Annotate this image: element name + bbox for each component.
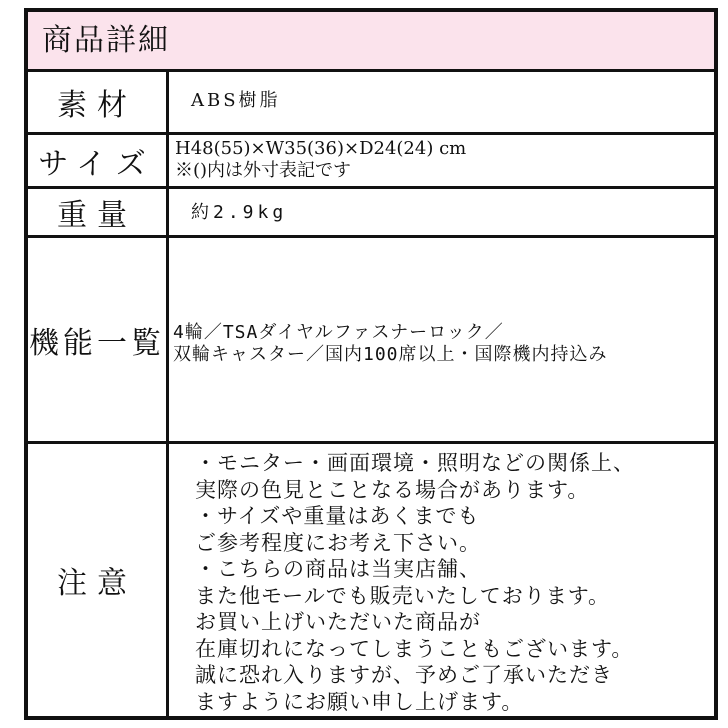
features-row — [28, 238, 714, 444]
material-value-cell — [169, 72, 714, 132]
size-note: ※()内は外寸表記です — [175, 160, 352, 181]
size-value-cell — [169, 135, 714, 186]
material-label: 素材 — [28, 72, 169, 132]
weight-row — [28, 189, 714, 238]
features-line: 双輪キャスター／国内100席以上・国際機内持込み — [173, 344, 608, 365]
caution-line: 実際の色見とことなる場合があります。 — [195, 477, 590, 502]
caution-line: また他モールでも販売いたしております。 — [195, 583, 611, 608]
caution-line: ご参考程度にお考え下さい。 — [195, 530, 481, 555]
caution-line: 誠に恐れ入りますが、予めご了承いただき — [195, 663, 613, 687]
caution-row — [28, 444, 714, 716]
caution-line: ・こちらの商品は当実店舗、 — [195, 557, 481, 581]
size-row — [28, 135, 714, 189]
weight-value: 約2.9kg — [191, 202, 288, 223]
caution-line: ・サイズや重量はあくまでも — [195, 504, 480, 528]
material-value: ABS樹脂 — [191, 90, 281, 111]
features-label: 機能一覧 — [28, 238, 169, 441]
size-value: H48(55)×W35(36)×D24(24) cm — [175, 138, 467, 159]
features-line: 4輪／TSAダイヤルファスナーロック／ — [173, 322, 504, 343]
size-label: サイズ — [28, 135, 169, 186]
caution-text-block — [195, 450, 635, 715]
features-value-cell — [169, 238, 714, 441]
material-row — [28, 72, 714, 135]
caution-line: ・モニター・画面環境・照明などの関係上、 — [195, 451, 635, 475]
product-details-table — [24, 8, 718, 720]
caution-line: 在庫切れになってしまうこともございます。 — [195, 636, 634, 661]
caution-value-cell — [169, 444, 714, 716]
caution-label: 注意 — [28, 444, 169, 716]
table-title: 商品詳細 — [42, 23, 170, 58]
weight-label: 重量 — [28, 189, 169, 235]
caution-line: お買い上げいただいた商品が — [195, 610, 481, 634]
caution-line: ますようにお願い申し上げます。 — [195, 689, 524, 714]
weight-value-cell — [169, 189, 714, 235]
table-title-bar — [28, 12, 714, 72]
